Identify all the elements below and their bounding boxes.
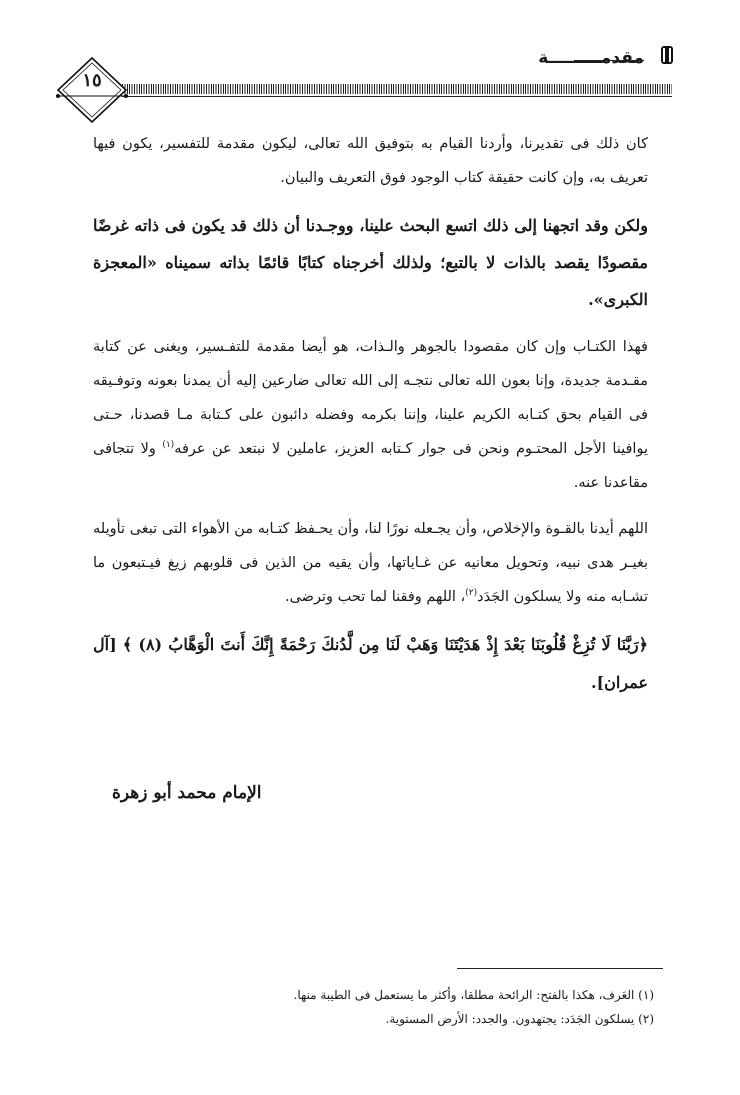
paragraph-4-end: اللهم وفقنا لما تحب وترضى. [284,589,456,605]
paragraph-4-sep: ، [455,589,466,605]
paragraph-3-tail: ولا تتجافى مقاعدنا عنه. [93,441,648,491]
ayah-number: ٨ [145,635,155,654]
footnote-1: (١) العَرف، هكذا بالفتح: الرائحة مطلقا، وأكثر ما يستعمل فى الطيبة منها. [293,988,654,1002]
ornament-icon [660,44,674,66]
paragraph-4-text: اللهم أيدنا بالقـوة والإخلاص، وأن يجـعله نورًا لنا، وأن يحـفظ كتـابه من الأهواء التى تبغى تأويله بغيـر هدى نبيه، وتحويل معانيه عن غـاياتها، وأن يقيه من الذين فى قلوبهم زيغ فيـتبعون ما تشـابه منه ولا يسلكون الجَدَد [93,521,648,605]
footnote-separator [457,968,663,969]
ayah-marker: (٨) [138,635,163,654]
header-rule [122,96,672,97]
page-number-badge-icon [52,56,132,128]
page-number: ١٥ [82,70,102,91]
verse-source: [آل عمران]. [93,635,648,692]
footnote-ref-2: (٢) [465,588,478,599]
page-header [0,0,740,130]
footnote-2: (٢) يسلكون الجَدَد: يجتهدون. والجدد: الأرض المستوية. [385,1012,654,1026]
paragraph-3-text: فهذا الكتـاب وإن كان مقصودا بالجوهر والـذات، هو أيضا مقدمة للتفـسير، ويغنى عن كتابة مقـدمة جديدة، وإنا بعون الله تعالى نتجـه إلى الله تعالى ضارعين إليه أن يمدنا بعونه وتوفـيقه فى القيام بحق كتـابه الكريم علينا، وإننا بكرمه وفضله دائبون على كـتابة مـا قصدنا، حـتى يوافينا الأجل المحتـوم ونحن فى جوار كـتابه العزيز، عاملين لا نبتعد عن عرفه [93,339,648,457]
paragraph-3 [93,330,648,500]
page-body [93,127,648,714]
header-hatch-border [122,84,672,94]
paragraph-4 [93,512,648,614]
footnote-ref-1: (١) [162,440,175,451]
footnotes [94,983,654,1031]
quran-verse: ﴿رَبَّنَا لَا تُزِغْ قُلُوبَنَا بَعْدَ إِذْ هَدَيْتَنَا وَهَبْ لَنَا مِن لَّدُنكَ رَحْمَةً إِنَّكَ أَنتَ الْوَهَّابُ (٨) ﴾ [آل عمران]. [93,635,648,692]
verse-text: ﴿رَبَّنَا لَا تُزِغْ قُلُوبَنَا بَعْدَ إِذْ هَدَيْتَنَا وَهَبْ لَنَا مِن لَّدُنكَ رَحْمَةً إِنَّكَ أَنتَ الْوَهَّابُ [168,635,648,654]
title-underline [574,60,644,61]
paragraph-1: كان ذلك فى تقديرنا، وأردنا القيام به بتوفيق الله تعالى، ليكون مقدمة للتفسير، يكون فيها تعريف به، وإن كانت حقيقة كتاب الوجود فوق التعريف والبيان. [93,136,648,186]
author-signature: الإمام محمد أبو زهرة [112,783,262,803]
paragraph-2: ولكن وقد اتجهنا إلى ذلك اتسع البحث علينا، ووجـدنا أن ذلك قد يكون فى ذاته غرضًا مقصودًا يقصد بالذات لا بالتبع؛ ولذلك أخرجناه كتابًا قائمًا بذاته سميناه «المعجزة الكبرى». [93,216,648,309]
chapter-title: مقدمـــــــــة [538,48,644,68]
